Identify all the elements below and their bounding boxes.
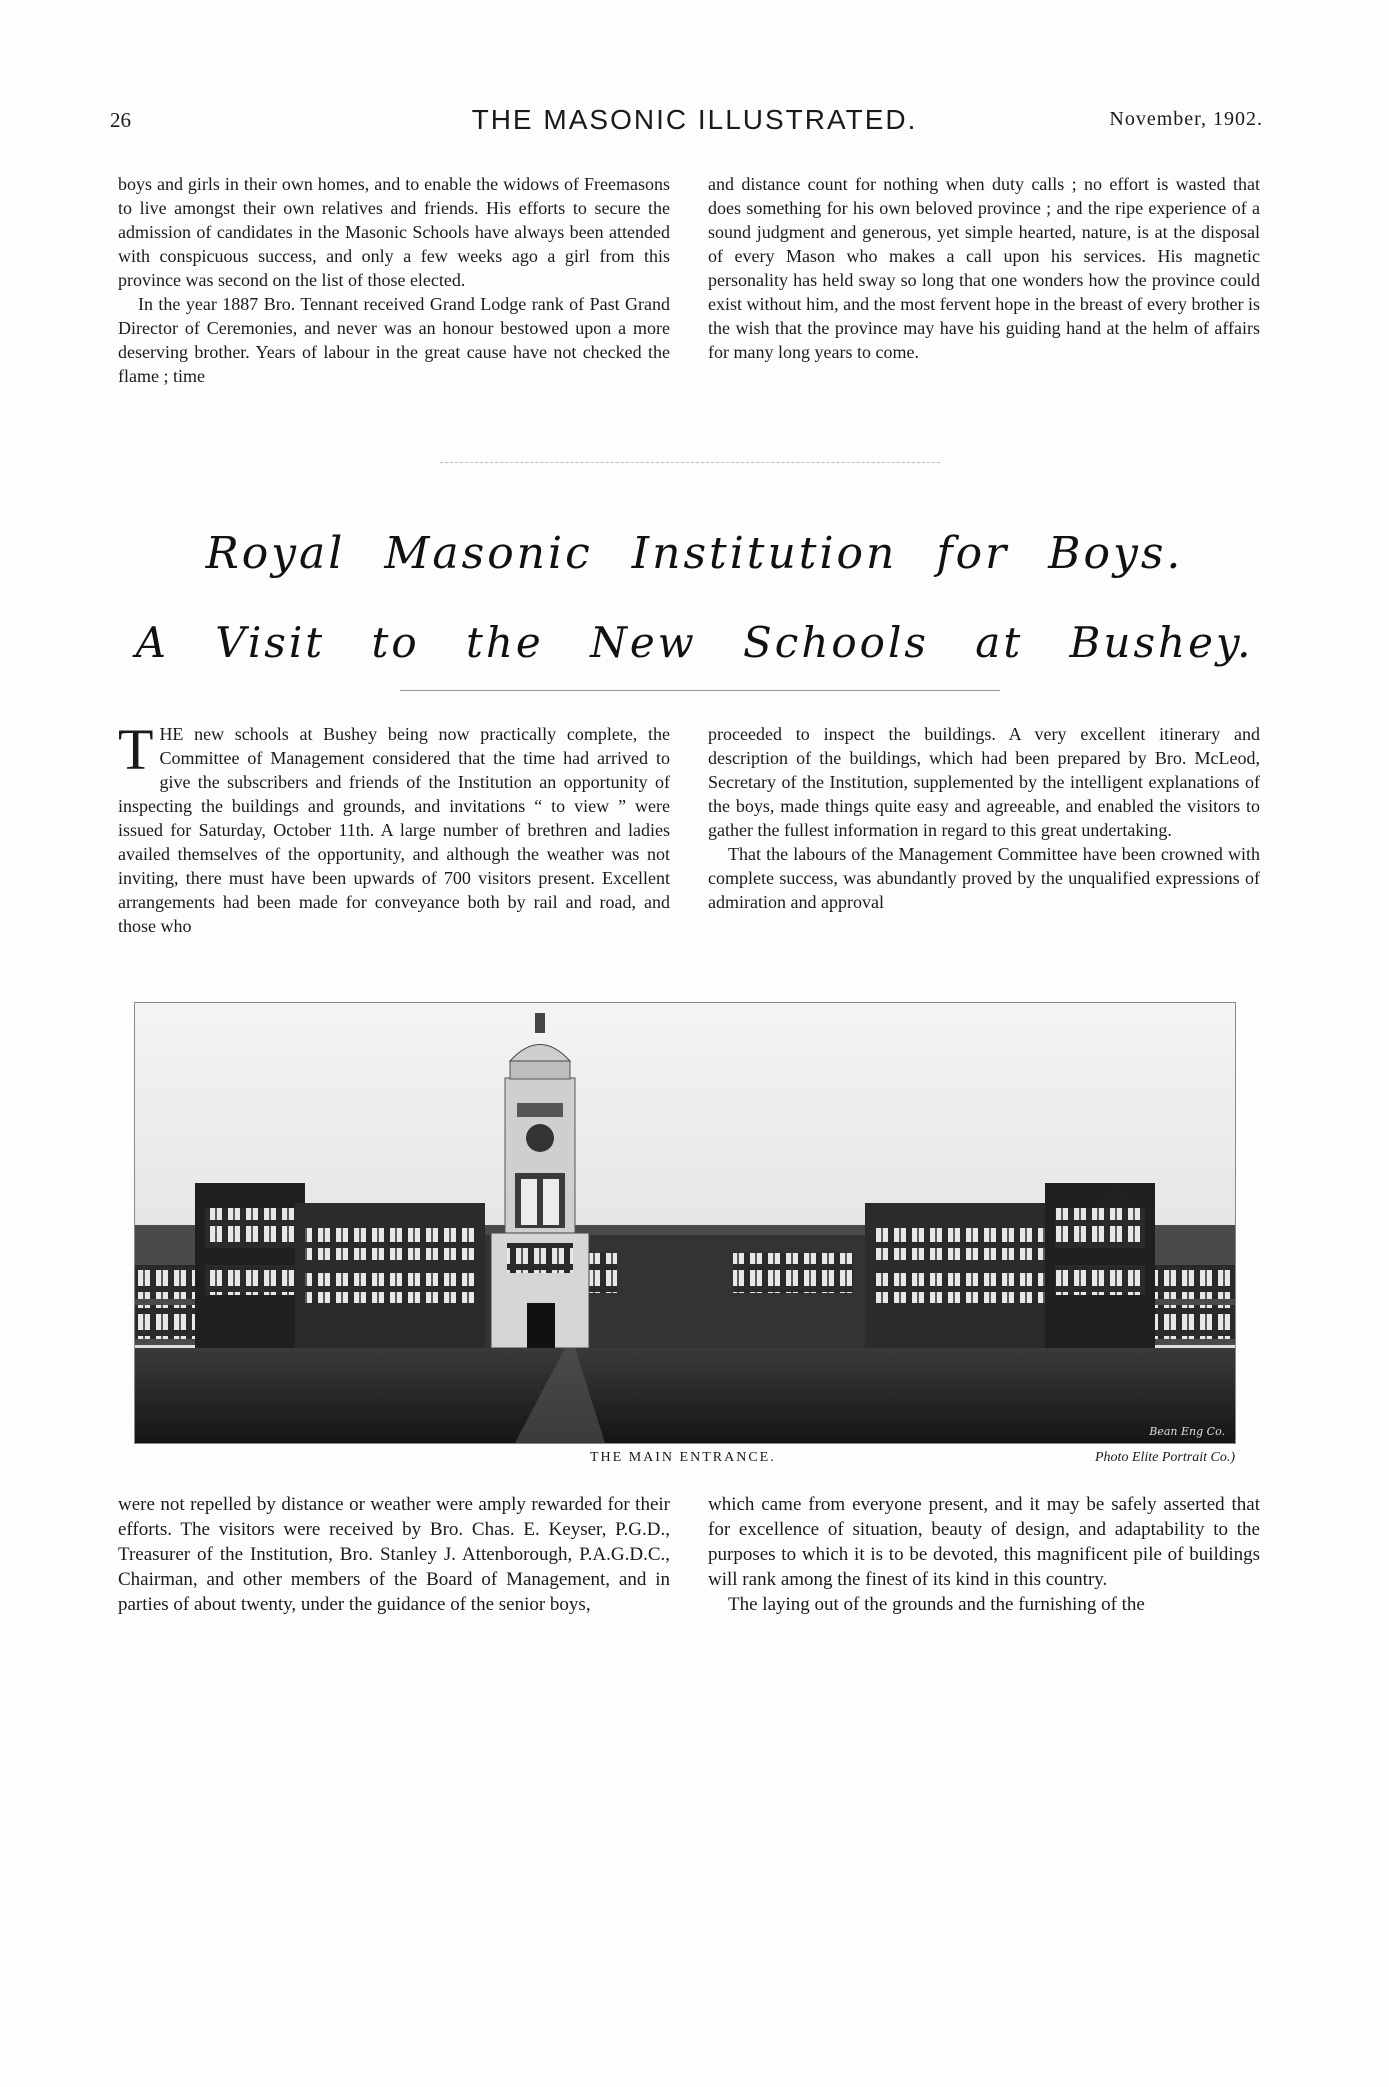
article-bottom-left-column [118,1492,670,1617]
engraver-mark: Bean Eng Co. [1149,1425,1225,1438]
article-headline: Royal Masonic Institution for Boys. [205,528,1184,579]
drop-cap: T [118,717,154,782]
paragraph: which came from everyone present, and it may be safely asserted that for excellence of situation, beauty of design, and adaptability to the purposes to which it is to be devoted, this magnificent pile of buildings will rank among the finest of its kind in this country. [708,1494,1260,1590]
top-left-column [118,172,670,388]
paragraph: and distance count for nothing when duty calls ; no effort is wasted that does something for his own beloved province ; and the ripe experience of a sound judgment and generous, yet simple hearted, nature, is at the disposal of every Mason who makes a call upon his services. His magnetic personality has held sway so long that one wonders how the province could exist without him, and the most fervent hope in the breast of every brother is the wish that the province may have his guiding hand at the helm of affairs for many long years to come. [708,174,1260,362]
paragraph-text: HE new schools at Bushey being now practically complete, the Committee of Management considered that the time had arrived to give the subscribers and friends of the Institution an opportunity of inspecting the buildings and grounds, and invitations “ to view ” were issued for Saturday, October 11th. A large number of brethren and ladies availed themselves of the opportunity, and although the weather was not inviting, there must have been upwards of 700 visitors present. Excellent arrangements had been made for conveyance both by rail and road, and those who [118,724,670,936]
page-number: 26 [110,108,131,132]
article-bottom-right-column [708,1492,1260,1617]
article-subheadline: A Visit to the New Schools at Bushey. [135,618,1254,667]
paragraph: proceeded to inspect the buildings. A very excellent itinerary and description of the buildings, which had been prepared by Bro. McLeod, Secretary of the Institution, supplemented by the intelligent explanations of the boys, made things quite easy and agreeable, and enabled the visitors to gather the fullest information in regard to this great undertaking. [708,724,1260,840]
photo-credit: Photo Elite Portrait Co.) [1095,1450,1235,1465]
photo-caption: THE MAIN ENTRANCE. [590,1450,776,1465]
paragraph: boys and girls in their own homes, and to enable the widows of Freemasons to live amongst their own relatives and friends. His efforts to secure the admission of candidates in the Masonic Schools have always been attended with conspicuous success, and only a few weeks ago a girl from this province was second on the list of those elected. [118,174,670,290]
headline-rule [400,690,1000,691]
top-right-column [708,172,1260,364]
main-entrance-photo [134,1002,1236,1444]
paragraph: were not repelled by distance or weather were amply rewarded for their efforts. The visitors were received by Bro. Chas. E. Keyser, P.G.D., Treasurer of the Institution, Bro. Stanley J. Attenborough, P.A.G.D.C., Chairman, and other members of the Board of Management, and in parties of about twenty, under the guidance of the senior boys, [118,1494,670,1615]
paragraph: The laying out of the grounds and the furnishing of the [728,1594,1145,1615]
magazine-title: THE MASONIC ILLUSTRATED. [471,104,918,135]
section-divider [440,462,940,463]
page-header [0,100,1389,140]
paragraph: In the year 1887 Bro. Tennant received Grand Lodge rank of Past Grand Director of Ceremonies, and never was an honour bestowed upon a more deserving brother. Years of labour in the great cause have not checked the flame ; time [118,294,670,386]
article-right-column [708,722,1260,914]
issue-date: November, 1902. [1109,108,1263,130]
article-left-column [118,717,670,938]
paragraph [118,717,670,938]
paragraph: That the labours of the Management Committee have been crowned with complete success, was abundantly proved by the unqualified expressions of admiration and approval [708,844,1260,912]
